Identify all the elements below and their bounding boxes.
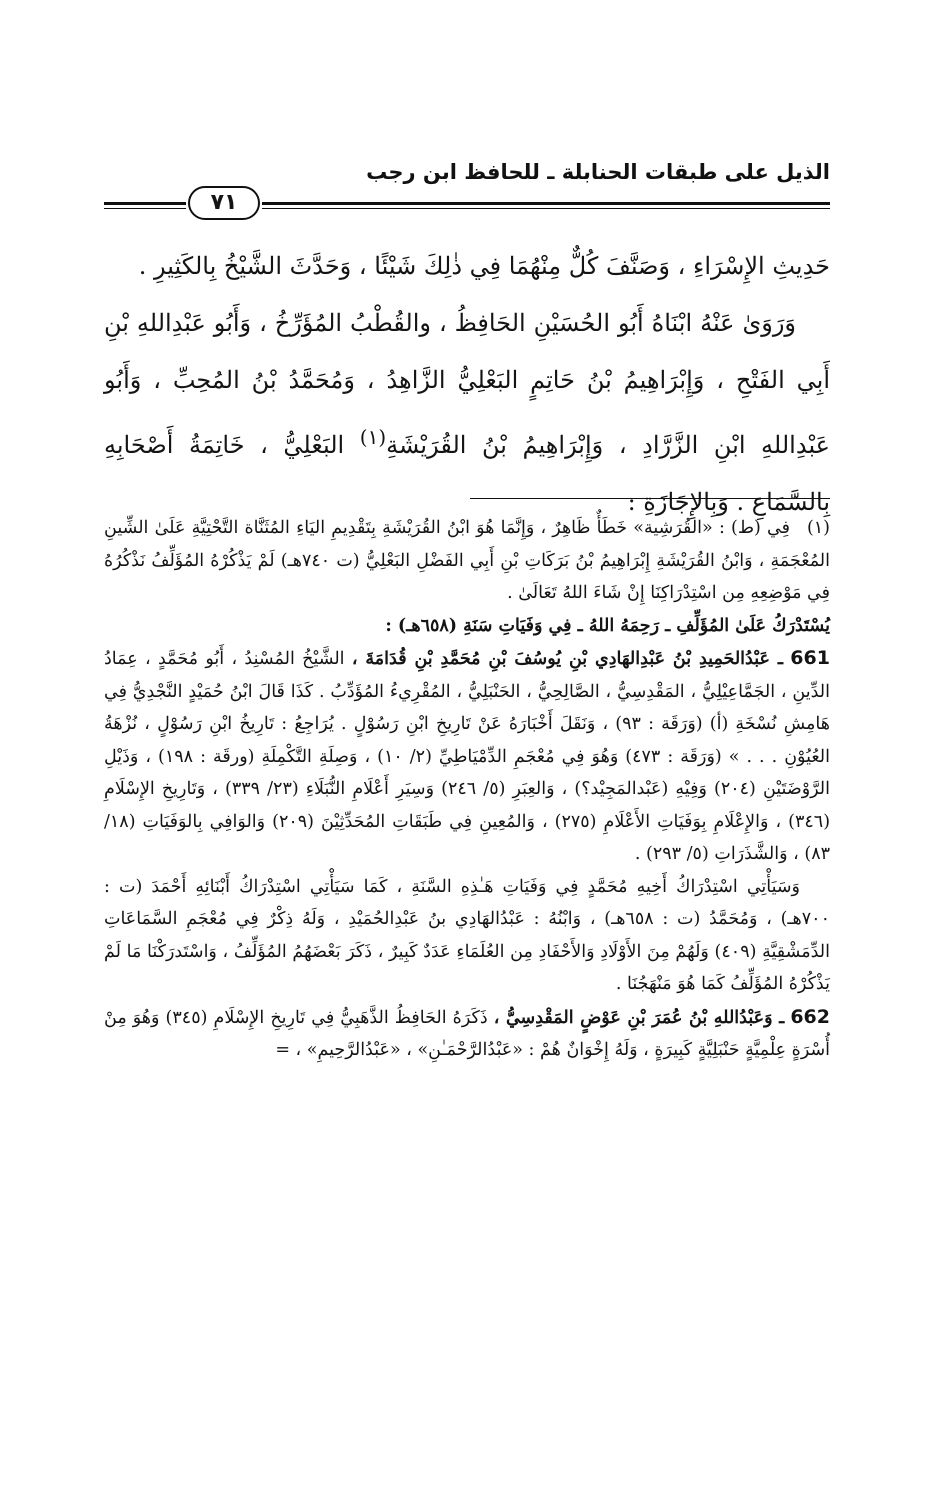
- main-paragraph-text: وَرَوَىٰ عَنْهُ ابْنَاهُ أَبُو الحُسَيْنِ الحَافِظُ ، والقُطْبُ المُؤَرِّخُ ، وَأَبُو عَبْدِاللهِ بْنِ أَبِي الفَتْحِ ، وَإِبْرَاهِيمُ بْنُ حَاتِمٍ البَعْلِيُّ الزَّاهِدُ ، وَمُحَمَّدُ بْنُ المُحِبِّ ، وَأَبُو عَبْدِاللهِ ابْنِ الزَّرَّادِ ، وَإِبْرَاهِيمُ بْنُ القُرَيْشَةِ: [104, 309, 831, 459]
- appendix-entry-661: [104, 642, 830, 871]
- header-rule-left: [104, 202, 186, 205]
- footnotes: [104, 512, 830, 1067]
- appendix-entry-661-note: وَسَيَأْتِي اسْتِدْرَاكُ أَخِيهِ مُحَمَّدٍ فِي وَفَيَاتِ هَـٰذِهِ السَّنَةِ ، كَمَا سَيَأْتِي اسْتِدْرَاكُ أَبْنَائِهِ أَحْمَدَ (ت : ٧٠٠هـ) ، وَمُحَمَّدُ (ت : ٦٥٨هـ) ، وَابْنُهُ : عَبْدُالهَادِي بنُ عَبْدِالحُمَيْدِ ، وَلَهُ ذِكْرٌ فِي مُعْجَمِ السَّمَاعَاتِ الدِّمَشْقِيَّةِ (٤٠٩) وَلَهُمْ مِنَ الأَوْلَادِ وَالأَحْفَادِ مِن العُلَمَاءِ عَدَدٌ كَبِيرٌ ، ذَكَرَ بَعْضَهُمُ المُؤَلِّفُ ، وَاسْتَدرَكْنَا مَا لَمْ يَذْكُرْهُ المُؤَلِّفُ كَمَا هُوَ مَنْهَجُنَا .: [104, 876, 830, 994]
- footnote-separator: [470, 498, 830, 499]
- running-title: الذيل على طبقات الحنابلة ـ للحافظ ابن رجب: [366, 160, 830, 184]
- main-text: [104, 238, 830, 531]
- appendix-entry-662: [104, 1001, 830, 1067]
- page-number: ٧١: [188, 186, 260, 220]
- footnote-reference: (١): [359, 425, 387, 449]
- footnote-text: فِي (ط) : «القُرَشِية» خَطَأٌ ظَاهِرٌ ، وَإِنَّمَا هُوَ ابْنُ القُرَيْشَةِ بِتَقْدِيمِ اليَاءِ المُثَنَّاة التَّحْتِيَّةِ عَلَىٰ الشِّينِ المُعْجَمَةِ ، وَابْنُ القُرَيْشَةِ إِبْرَاهِيمُ بْنُ بَرَكَاتِ بْنِ أَبِي الفَضْلِ البَعْلِيُّ (ت ٧٤٠هـ) لَمْ يَذْكُرْهُ المُؤَلِّفُ نَذْكُرُهُ فِي مَوْضِعِهِ مِن اسْتِدْرَاكِنَا إِنْ شَاءَ اللهُ تَعَالَىٰ .: [104, 518, 831, 603]
- footnote: [104, 512, 830, 610]
- entry-number: 662: [790, 1005, 830, 1028]
- main-paragraph: [104, 295, 830, 531]
- header-rule-right: [262, 202, 830, 205]
- appendix-heading: يُسْتَدْرَكُ عَلَىٰ المُؤَلِّفِ ـ رَحِمَهُ اللهُ ـ فِي وَفَيَاتِ سَنَةِ (٦٥٨هـ) :: [385, 615, 830, 636]
- entry-name: ـ عَبْدُالحَمِيدِ بْنُ عَبْدِالهَادِي بْنِ يُوسُفَ بْنِ مُحَمَّدِ بْنِ قُدَامَةَ ،: [351, 649, 783, 669]
- footnote-number: (١): [806, 518, 830, 538]
- main-paragraph-end: البَعْلِيُّ ، خَاتِمَةُ أَصْحَابِهِ بِالسَّمَاعِ . وَبِالإِجَازَةِ :: [104, 431, 830, 516]
- entry-text: ذَكَرَهُ الحَافِظُ الذَّهَبِيُّ فِي تَارِيخِ الإِسْلَامِ (٣٤٥) وَهُوَ مِنْ أُسْرَةٍ عِلْمِيَّةٍ حَنْبَلِيَّةٍ كَبِيرَةٍ ، وَلَهُ إِخْوَانٌ هُمْ : «عَبْدُالرَّحْمَـٰنِ» ، «عَبْدُالرَّحِيمِ» ، =: [104, 1007, 830, 1060]
- entry-text: الشَّيْخُ المُسْنِدُ ، أَبُو مُحَمَّدٍ ، عِمَادُ الدِّينِ ، الجَمَّاعِيْلِيُّ ، المَقْدِسِيُّ ، الصَّالِحِيُّ ، الحَنْبَلِيُّ ، المُقْرِيءُ المُؤَدِّبُ . كَذَا قَالَ ابْنُ حُمَيْدٍ النَّجْدِيُّ فِي هَامِشِ نُسْخَةِ (أ) (وَرَقَة : ٩٣) ، وَنَقَلَ أَخْبَارَهُ عَنْ تَارِيخِ ابْنِ رَسُوْلٍ . يُرَاجِعُ : تَارِيخُ ابْنِ رَسُوْلٍ ، نُزْهَةُ العُيُوْنِ . . . » (وَرَقَة : ٤٧٣) وَهُوَ فِي مُعْجَمِ الدِّمْيَاطِيِّ (٢/ ١٠) ، وَصِلَةِ التَّكْمِلَةِ (ورقَة : ١٩٨) ، وَذَيْلِ الرَّوْضَتَيْنِ (٢٠٤) وَفِيْهِ (عَبْدالمَجِيْد؟) ، وَالعِبَرِ (٥/ ٢٤٦) وَسِيَرِ أَعْلَامِ النُّبَلَاءِ (٢٣/ ٣٣٩) ، وَتَارِيخِ الإِسْلَامِ (٣٤٦) ، وَالإِعْلَامِ بِوَفَيَاتِ الأَعْلَامِ (٢٧٥) ، وَالمُعِينِ فِي طَبَقَاتِ المُحَدِّثِيْنَ (٢٠٩) وَالوَافِي بِالوَفَيَاتِ (١٨/ ٨٣) ، وَالشَّذَرَاتِ (٥/ ٢٩٣) .: [104, 649, 831, 864]
- entry-number: 661: [790, 647, 830, 669]
- entry-name: ـ وَعَبْدُاللهِ بْنُ عُمَرَ بْنِ عَوْضٍ المَقْدِسِيُّ ،: [493, 1007, 785, 1028]
- main-line: حَدِيثِ الإِسْرَاءِ ، وَصَنَّفَ كُلٌّ مِنْهُمَا فِي ذٰلِكَ شَيْئًا ، وَحَدَّثَ الشَّيْخُ بِالكَثِيرِ .: [138, 252, 830, 280]
